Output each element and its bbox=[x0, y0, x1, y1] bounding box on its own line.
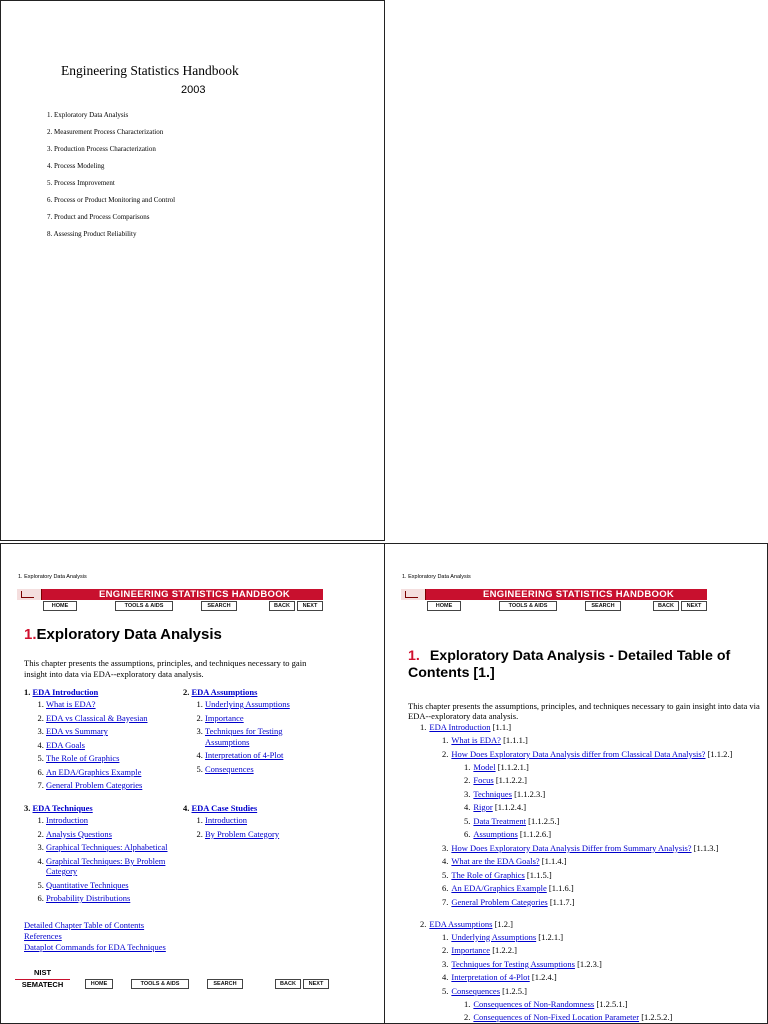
section-eda-assumptions bbox=[183, 687, 303, 777]
toc-link[interactable]: Consequences of Non-Fixed Location Parameter bbox=[473, 1012, 640, 1022]
topic-link[interactable]: Probability Distributions bbox=[46, 893, 131, 903]
section-link[interactable]: EDA Introduction bbox=[32, 687, 99, 697]
toc-link[interactable]: Focus bbox=[473, 775, 494, 785]
section-number: 2. bbox=[183, 687, 190, 697]
handbook-banner bbox=[17, 589, 323, 611]
topic-link[interactable]: EDA vs Summary bbox=[46, 726, 108, 736]
chapter-title-text: Exploratory Data Analysis bbox=[36, 626, 222, 643]
chapter-intro: This chapter presents the assumptions, principles, and techniques necessary to gain insight into data via EDA--exploratory data analysis. bbox=[24, 658, 307, 679]
handbook-year: 2003 bbox=[181, 84, 206, 96]
handbook-logo-icon[interactable] bbox=[401, 589, 426, 600]
topic-link[interactable]: By Problem Category bbox=[205, 828, 280, 839]
chapter-list-item: 1. Exploratory Data Analysis bbox=[47, 111, 129, 119]
references-link[interactable]: References bbox=[24, 930, 62, 941]
chapter-list-item: 2. Measurement Process Characterization bbox=[47, 128, 164, 136]
section-number: 3. bbox=[24, 803, 31, 813]
section-link[interactable]: EDA Assumptions bbox=[191, 687, 258, 697]
chapter-list-item: 8. Assessing Product Reliability bbox=[47, 230, 137, 238]
home-button[interactable]: HOME bbox=[43, 601, 77, 611]
topic-link[interactable]: Analysis Questions bbox=[46, 828, 112, 839]
toc-section: 1. EDA Introduction [1.1.] 1. What is EDA? [1.1.1.] 2. How Does Exploratory Data Analysis differ from Classical Data Analysis? [1.1.2.] 1. Model [1.1.2.1.] 2. Focus [1.1.2.2.] 3. Techniques [1.1.2.3.] 4. Rigor [1.1.2.4.] 5. Data Treatment [1.1.2.5.] 6. Assumptions [1.1.2.6.] 3. How Does Exploratory Data Analysis Differ from Summary Analysis? [1.1.3.] 4. What are the EDA Goals? [1.1.4.] 5. The Role of Graphics [1.1.5.] 6. An EDA/Graphics Example [1.1.6.] 7. General Problem Categories [1.1.7.] bbox=[420, 722, 733, 907]
toc-link[interactable]: What is EDA? bbox=[451, 735, 501, 745]
toc-link[interactable]: Data Treatment bbox=[473, 815, 527, 826]
footer-back-button[interactable]: BACK bbox=[275, 979, 301, 989]
toc-chapter-number: 1. bbox=[408, 648, 420, 664]
section-number: 1. bbox=[24, 687, 31, 697]
topic-link[interactable]: EDA Goals bbox=[46, 739, 85, 750]
toc-link[interactable]: Underlying Assumptions bbox=[451, 931, 537, 942]
footer-home-button[interactable]: HOME bbox=[85, 979, 113, 989]
topic-link[interactable]: What is EDA? bbox=[46, 699, 96, 709]
toc-link[interactable]: Assumptions bbox=[473, 829, 518, 839]
topic-link[interactable]: Introduction bbox=[46, 815, 89, 825]
back-button[interactable]: BACK bbox=[269, 601, 295, 611]
toc-title bbox=[408, 648, 758, 682]
chapter-title bbox=[24, 626, 222, 643]
topic-link[interactable]: Underlying Assumptions bbox=[205, 699, 290, 709]
tools-aids-button[interactable]: TOOLS & AIDS bbox=[115, 601, 173, 611]
toc-link[interactable]: Techniques bbox=[473, 788, 512, 799]
next-button[interactable]: NEXT bbox=[681, 601, 707, 611]
home-button[interactable]: HOME bbox=[427, 601, 461, 611]
topic-link[interactable]: The Role of Graphics bbox=[46, 753, 120, 763]
page-footer bbox=[15, 969, 335, 991]
topic-link[interactable]: Quantitative Techniques bbox=[46, 879, 129, 890]
toc-title-text: Exploratory Data Analysis - Detailed Table of Contents [1.] bbox=[408, 648, 731, 681]
section-eda-techniques bbox=[24, 803, 174, 907]
search-button[interactable]: SEARCH bbox=[585, 601, 621, 611]
toc-section-link[interactable]: EDA Introduction bbox=[429, 722, 491, 732]
toc-link[interactable]: Interpretation of 4-Plot bbox=[451, 972, 530, 982]
chapter-list-item: 6. Process or Product Monitoring and Control bbox=[47, 196, 176, 204]
dataplot-commands-link[interactable]: Dataplot Commands for EDA Techniques bbox=[24, 941, 166, 952]
cover-page bbox=[0, 0, 385, 541]
chapter-extra-links bbox=[24, 920, 166, 952]
topic-link[interactable]: Introduction bbox=[205, 815, 248, 825]
section-link[interactable]: EDA Case Studies bbox=[191, 803, 258, 813]
toc-link[interactable]: What are the EDA Goals? bbox=[451, 856, 540, 866]
running-head: 1. Exploratory Data Analysis bbox=[18, 574, 87, 580]
footer-tools-aids-button[interactable]: TOOLS & AIDS bbox=[131, 979, 189, 989]
chapter-list-item: 7. Product and Process Comparisons bbox=[47, 213, 150, 221]
topic-link[interactable]: Graphical Techniques: By Problem Category bbox=[46, 855, 166, 876]
toc-tree bbox=[408, 722, 760, 1024]
chapter-list bbox=[47, 110, 175, 246]
topic-link[interactable]: Importance bbox=[205, 712, 244, 723]
toc-section: 2. EDA Assumptions [1.2.] 1. Underlying Assumptions [1.2.1.] 2. Importance [1.2.2.] 3. Techniques for Testing Assumptions [1.2.3.] 4. Interpretation of 4-Plot [1.2.4.] 5. Consequences [1.2.5.] 1. Consequences of Non-Randomness [1.2.5.1.] 2. Consequences of Non-Fixed Location Parameter [1.2.5.2.] bbox=[420, 918, 673, 1022]
banner-title: ENGINEERING STATISTICS HANDBOOK bbox=[483, 589, 675, 600]
sematech-text: SEMATECH bbox=[21, 979, 64, 989]
back-button[interactable]: BACK bbox=[653, 601, 679, 611]
section-eda-case-studies bbox=[183, 803, 313, 842]
section-eda-introduction bbox=[24, 687, 184, 794]
footer-search-button[interactable]: SEARCH bbox=[207, 979, 243, 989]
toc-link[interactable]: How Does Exploratory Data Analysis Differ from Summary Analysis? bbox=[451, 842, 692, 853]
toc-section-link[interactable]: EDA Assumptions bbox=[429, 918, 493, 929]
toc-page bbox=[384, 543, 768, 1024]
next-button[interactable]: NEXT bbox=[297, 601, 323, 611]
chapter-list-item: 5. Process Improvement bbox=[47, 179, 115, 187]
toc-link[interactable]: Techniques for Testing Assumptions bbox=[451, 958, 575, 969]
handbook-title: Engineering Statistics Handbook bbox=[61, 63, 239, 78]
toc-link[interactable]: An EDA/Graphics Example bbox=[451, 883, 547, 893]
toc-link[interactable]: The Role of Graphics bbox=[451, 869, 525, 880]
topic-link[interactable]: EDA vs Classical & Bayesian bbox=[46, 712, 148, 723]
chapter-list-item: 4. Process Modeling bbox=[47, 162, 105, 170]
detailed-toc-link[interactable]: Detailed Chapter Table of Contents bbox=[24, 920, 145, 930]
chapter-list-item: 3. Production Process Characterization bbox=[47, 145, 156, 153]
toc-link[interactable]: Importance bbox=[451, 945, 491, 955]
topic-link[interactable]: Consequences bbox=[205, 763, 254, 774]
topic-link[interactable]: Techniques for Testing Assumptions bbox=[205, 726, 283, 747]
footer-next-button[interactable]: NEXT bbox=[303, 979, 329, 989]
topic-link[interactable]: An EDA/Graphics Example bbox=[46, 766, 142, 777]
handbook-logo-icon[interactable] bbox=[17, 589, 42, 600]
toc-link[interactable]: Model bbox=[473, 761, 496, 772]
toc-link[interactable]: Consequences of Non-Randomness bbox=[473, 998, 595, 1009]
toc-link[interactable]: Consequences bbox=[451, 985, 501, 996]
nist-text: NIST bbox=[33, 968, 52, 977]
toc-link[interactable]: Rigor bbox=[473, 802, 493, 812]
topic-link[interactable]: Graphical Techniques: Alphabetical bbox=[46, 842, 168, 852]
tools-aids-button[interactable]: TOOLS & AIDS bbox=[499, 601, 557, 611]
chapter-page bbox=[0, 543, 385, 1024]
toc-link[interactable]: How Does Exploratory Data Analysis differ from Classical Data Analysis? bbox=[451, 748, 706, 759]
nist-sematech-logo[interactable] bbox=[15, 969, 70, 989]
topic-link[interactable]: General Problem Categories bbox=[46, 780, 143, 790]
topic-link[interactable]: Interpretation of 4-Plot bbox=[205, 750, 284, 760]
toc-intro: This chapter presents the assumptions, principles, and techniques necessary to gain insight into data via EDA--exploratory data analysis. bbox=[408, 701, 760, 721]
search-button[interactable]: SEARCH bbox=[201, 601, 237, 611]
section-link[interactable]: EDA Techniques bbox=[32, 803, 93, 813]
handbook-banner bbox=[401, 589, 707, 611]
toc-link[interactable]: General Problem Categories bbox=[451, 896, 548, 907]
section-number: 4. bbox=[183, 803, 190, 813]
banner-title: ENGINEERING STATISTICS HANDBOOK bbox=[99, 589, 291, 600]
chapter-number: 1. bbox=[24, 626, 37, 643]
running-head: 1. Exploratory Data Analysis bbox=[402, 574, 471, 580]
